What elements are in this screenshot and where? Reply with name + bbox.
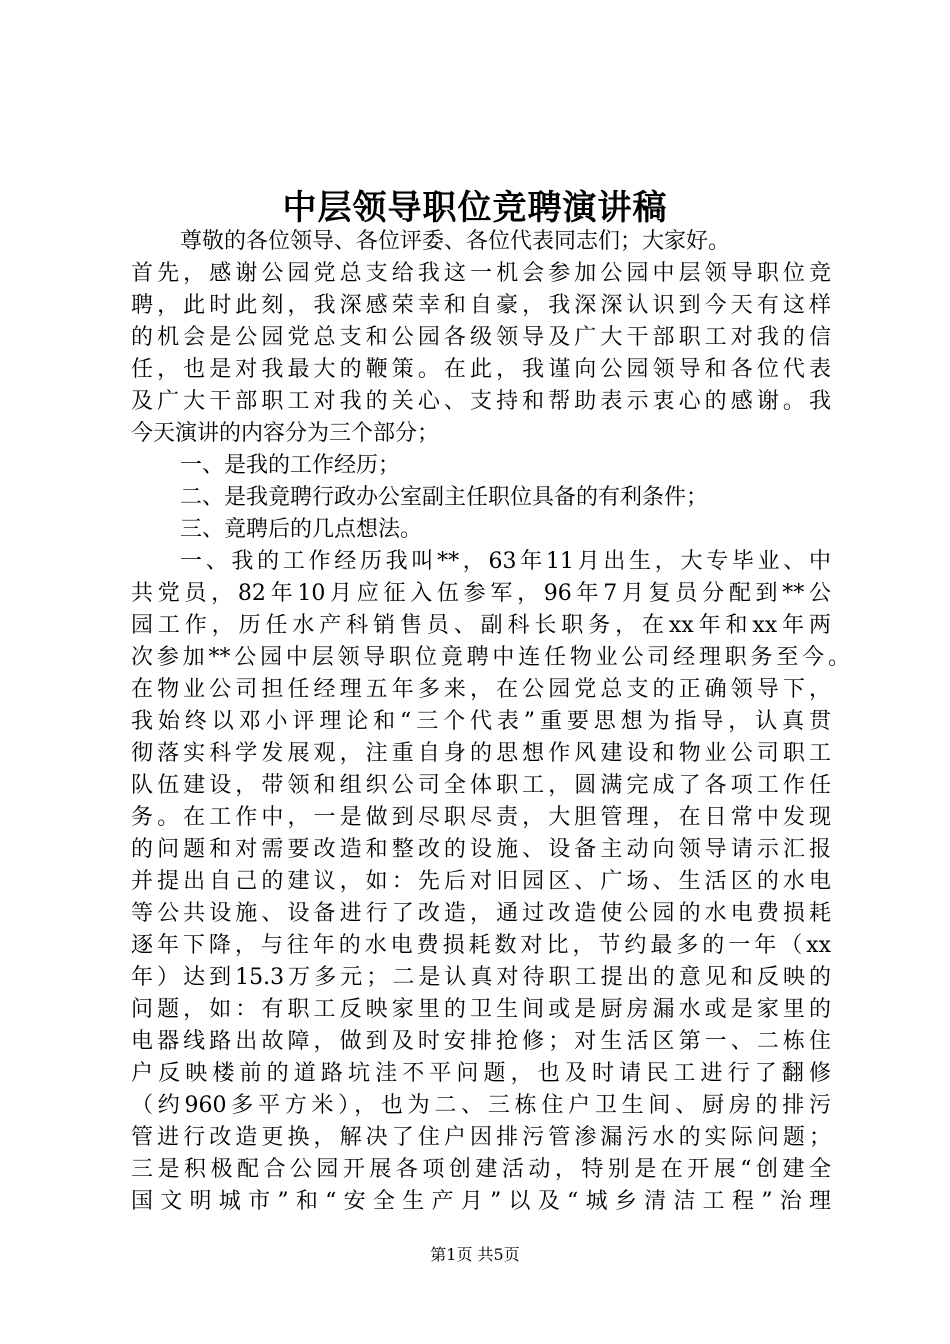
- text-line: 管进行改造更换，解决了住户因排污管渗漏污水的实际问题；: [131, 1125, 831, 1150]
- text-line: 等公共设施、设备进行了改造，通过改造使公园的水电费损耗: [131, 901, 831, 926]
- text-line: 户反映楼前的道路坑洼不平问题，也及时请民工进行了翻修: [131, 1061, 831, 1086]
- text-line: 国文明城市”和“安全生产月”以及“城乡清洁工程”治理: [131, 1189, 831, 1214]
- text-line: 在物业公司担任经理五年多来，在公园党总支的正确领导下，: [131, 677, 831, 702]
- text-line: 首先，感谢公园党总支给我这一机会参加公园中层领导职位竞: [131, 261, 831, 286]
- text-line: 我始终以邓小评理论和“三个代表”重要思想为指导，认真贯: [131, 709, 831, 734]
- text-line: 逐年下降，与往年的水电费损耗数对比，节约最多的一年（xx: [131, 933, 831, 958]
- text-line: （约960多平方米），也为二、三栋住户卫生间、厨房的排污: [131, 1093, 831, 1118]
- text-line: 共党员，82年10月应征入伍参军，96年7月复员分配到**公: [131, 581, 831, 606]
- text-line: 三、竟聘后的几点想法。: [180, 517, 423, 542]
- text-line: 问题，如：有职工反映家里的卫生间或是厨房漏水或是家里的: [131, 997, 831, 1022]
- page-number-footer: 第1页 共5页: [430, 1245, 520, 1264]
- text-line: 次参加**公园中层领导职位竟聘中连任物业公司经理职务至今。: [131, 645, 850, 670]
- text-line: 二、是我竟聘行政办公室副主任职位具备的有利条件；: [180, 485, 709, 510]
- document-title: 中层领导职位竞聘演讲稿: [282, 188, 668, 228]
- text-line: 年）达到15.3万多元；二是认真对待职工提出的意见和反映的: [131, 965, 831, 990]
- text-line: 一、我的工作经历我叫**，63年11月出生，大专毕业、中: [180, 549, 831, 574]
- text-line: 及广大干部职工对我的关心、支持和帮助表示衷心的感谢。我: [131, 389, 831, 414]
- text-line: 聘，此时此刻，我深感荣幸和自豪，我深深认识到今天有这样: [131, 293, 831, 318]
- text-line: 任，也是对我最大的鞭策。在此，我谨向公园领导和各位代表: [131, 357, 831, 382]
- text-line: 园工作，历任水产科销售员、副科长职务，在xx年和xx年两: [131, 613, 831, 638]
- text-line: 队伍建设，带领和组织公司全体职工，圆满完成了各项工作任: [131, 773, 831, 798]
- text-line: 今天演讲的内容分为三个部分；: [131, 421, 440, 446]
- text-line: 三是积极配合公园开展各项创建活动，特别是在开展“创建全: [131, 1157, 831, 1182]
- text-line: 的机会是公园党总支和公园各级领导及广大干部职工对我的信: [131, 325, 831, 350]
- text-line: 并提出自己的建议，如：先后对旧园区、广场、生活区的水电: [131, 869, 831, 894]
- text-line: 尊敬的各位领导、各位评委、各位代表同志们；大家好。: [180, 229, 731, 254]
- text-line: 务。在工作中，一是做到尽职尽责，大胆管理，在日常中发现: [131, 805, 831, 830]
- text-line: 的问题和对需要改造和整改的设施、设备主动向领导请示汇报: [131, 837, 831, 862]
- text-line: 彻落实科学发展观，注重自身的思想作风建设和物业公司职工: [131, 741, 831, 766]
- text-line: 电器线路出故障，做到及时安排抢修；对生活区第一、二栋住: [131, 1029, 831, 1054]
- text-line: 一、是我的工作经历；: [180, 453, 401, 478]
